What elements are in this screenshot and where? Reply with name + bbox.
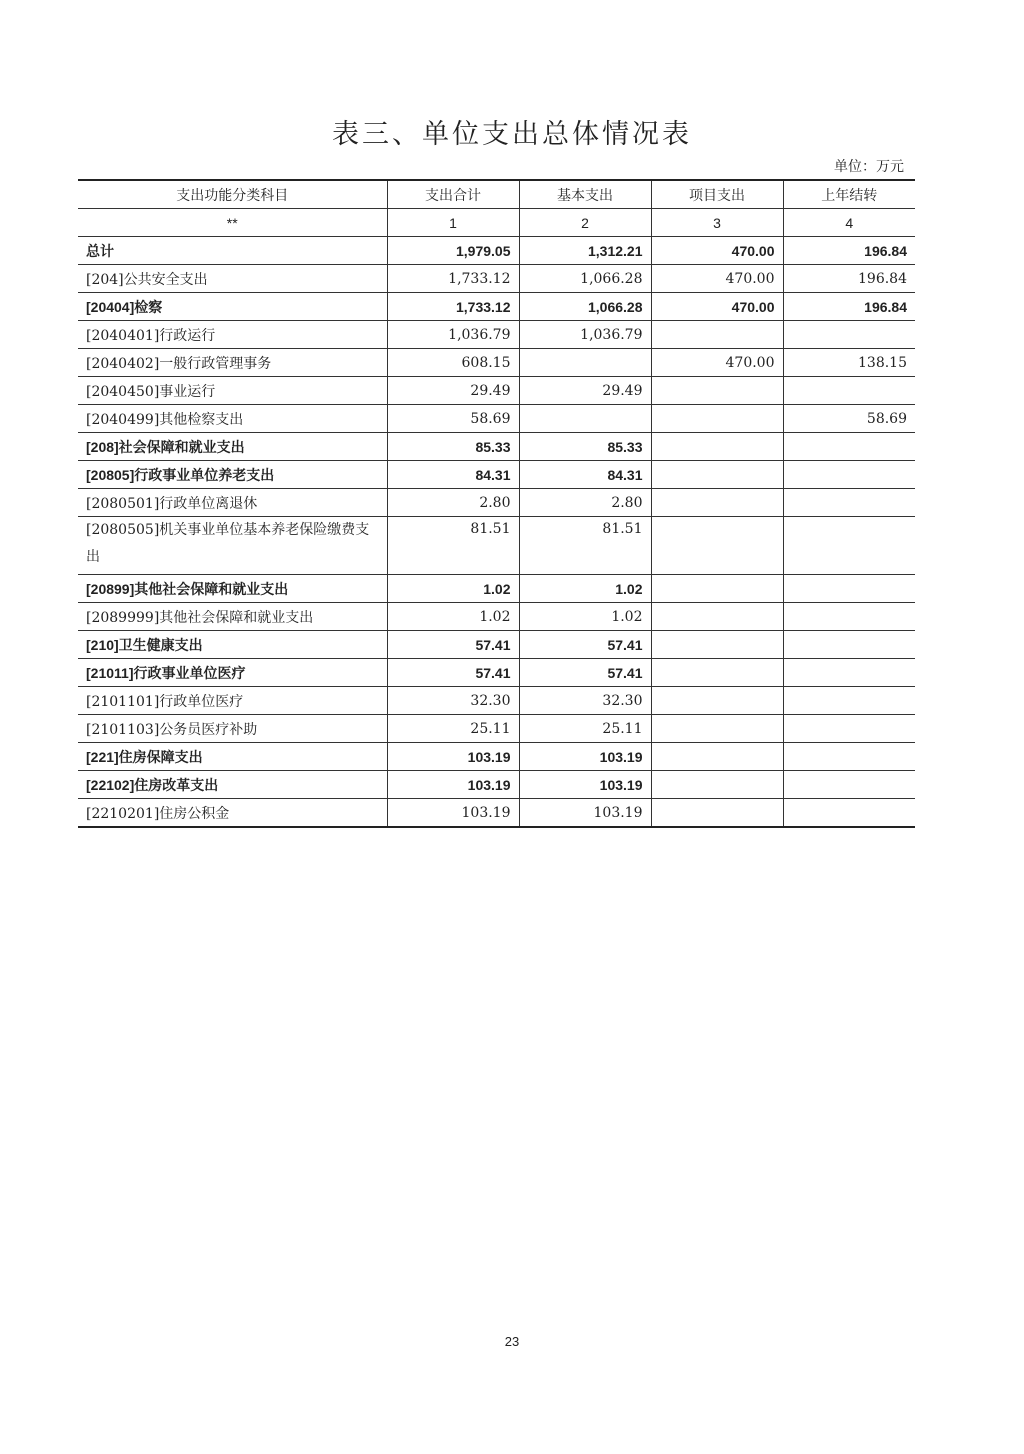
row-project-cell bbox=[651, 433, 783, 461]
row-project-cell bbox=[651, 603, 783, 631]
row-project-cell bbox=[651, 799, 783, 828]
row-category-cell: [22102]住房改革支出 bbox=[78, 771, 387, 799]
row-basic-cell: 1,066.28 bbox=[519, 265, 651, 293]
table-row bbox=[78, 659, 915, 687]
row-total-cell: 1,979.05 bbox=[387, 237, 519, 265]
table-row bbox=[78, 433, 915, 461]
row-total-cell: 57.41 bbox=[387, 631, 519, 659]
row-carryover-cell bbox=[783, 771, 915, 799]
index-project: 3 bbox=[651, 209, 783, 237]
page-number: 23 bbox=[504, 1334, 520, 1349]
table-row bbox=[78, 799, 915, 828]
row-basic-cell: 103.19 bbox=[519, 771, 651, 799]
row-total-cell: 32.30 bbox=[387, 687, 519, 715]
row-category-cell: 总计 bbox=[78, 237, 387, 265]
row-category-cell: [2040402]一般行政管理事务 bbox=[78, 349, 387, 377]
row-total-cell: 103.19 bbox=[387, 743, 519, 771]
table-row bbox=[78, 743, 915, 771]
header-basic: 基本支出 bbox=[519, 180, 651, 209]
row-category-cell: [210]卫生健康支出 bbox=[78, 631, 387, 659]
row-basic-cell: 103.19 bbox=[519, 799, 651, 828]
row-project-cell bbox=[651, 575, 783, 603]
header-carryover: 上年结转 bbox=[783, 180, 915, 209]
index-basic: 2 bbox=[519, 209, 651, 237]
row-category-cell: [20805]行政事业单位养老支出 bbox=[78, 461, 387, 489]
row-category-cell: [2080501]行政单位离退休 bbox=[78, 489, 387, 517]
row-total-cell: 608.15 bbox=[387, 349, 519, 377]
row-total-cell: 1,036.79 bbox=[387, 321, 519, 349]
row-project-cell bbox=[651, 771, 783, 799]
header-category: 支出功能分类科目 bbox=[78, 180, 387, 209]
row-category-cell: [2040450]事业运行 bbox=[78, 377, 387, 405]
row-carryover-cell bbox=[783, 517, 915, 575]
row-basic-cell: 81.51 bbox=[519, 517, 651, 575]
row-category-cell: [20404]检察 bbox=[78, 293, 387, 321]
row-category-cell: [208]社会保障和就业支出 bbox=[78, 433, 387, 461]
index-total: 1 bbox=[387, 209, 519, 237]
row-category-cell: [2101103]公务员医疗补助 bbox=[78, 715, 387, 743]
row-carryover-cell: 138.15 bbox=[783, 349, 915, 377]
row-project-cell bbox=[651, 517, 783, 575]
row-total-cell: 81.51 bbox=[387, 517, 519, 575]
row-basic-cell bbox=[519, 405, 651, 433]
row-carryover-cell bbox=[783, 461, 915, 489]
table-row bbox=[78, 715, 915, 743]
index-category: ** bbox=[78, 209, 387, 237]
row-project-cell bbox=[651, 631, 783, 659]
row-basic-cell: 103.19 bbox=[519, 743, 651, 771]
row-carryover-cell bbox=[783, 715, 915, 743]
row-category-cell: [204]公共安全支出 bbox=[78, 265, 387, 293]
row-basic-cell: 1.02 bbox=[519, 575, 651, 603]
table-row bbox=[78, 349, 915, 377]
table-row bbox=[78, 687, 915, 715]
row-carryover-cell bbox=[783, 631, 915, 659]
page-title: 表三、单位支出总体情况表 bbox=[332, 119, 692, 150]
row-carryover-cell bbox=[783, 603, 915, 631]
table-row bbox=[78, 237, 915, 265]
row-project-cell bbox=[651, 489, 783, 517]
row-project-cell: 470.00 bbox=[651, 237, 783, 265]
row-category-cell: [2089999]其他社会保障和就业支出 bbox=[78, 603, 387, 631]
table-row bbox=[78, 575, 915, 603]
row-project-cell bbox=[651, 321, 783, 349]
row-basic-cell bbox=[519, 349, 651, 377]
row-category-cell: [221]住房保障支出 bbox=[78, 743, 387, 771]
row-carryover-cell bbox=[783, 489, 915, 517]
row-basic-cell: 84.31 bbox=[519, 461, 651, 489]
row-total-cell: 1.02 bbox=[387, 575, 519, 603]
row-project-cell bbox=[651, 743, 783, 771]
table-row bbox=[78, 771, 915, 799]
row-project-cell bbox=[651, 715, 783, 743]
row-carryover-cell bbox=[783, 321, 915, 349]
row-total-cell: 103.19 bbox=[387, 771, 519, 799]
row-basic-cell: 2.80 bbox=[519, 489, 651, 517]
expenditure-table bbox=[78, 179, 915, 828]
row-project-cell: 470.00 bbox=[651, 293, 783, 321]
row-total-cell: 1,733.12 bbox=[387, 265, 519, 293]
row-total-cell: 2.80 bbox=[387, 489, 519, 517]
row-project-cell bbox=[651, 461, 783, 489]
row-category-cell: [2101101]行政单位医疗 bbox=[78, 687, 387, 715]
row-basic-cell: 1.02 bbox=[519, 603, 651, 631]
table-row bbox=[78, 603, 915, 631]
row-project-cell: 470.00 bbox=[651, 349, 783, 377]
row-total-cell: 1,733.12 bbox=[387, 293, 519, 321]
index-carryover: 4 bbox=[783, 209, 915, 237]
table-row bbox=[78, 405, 915, 433]
row-category-cell: [20899]其他社会保障和就业支出 bbox=[78, 575, 387, 603]
table-row bbox=[78, 321, 915, 349]
row-project-cell bbox=[651, 405, 783, 433]
row-basic-cell: 85.33 bbox=[519, 433, 651, 461]
row-carryover-cell bbox=[783, 377, 915, 405]
row-category-cell: [21011]行政事业单位医疗 bbox=[78, 659, 387, 687]
row-basic-cell: 1,036.79 bbox=[519, 321, 651, 349]
row-category-cell: [2040401]行政运行 bbox=[78, 321, 387, 349]
row-total-cell: 103.19 bbox=[387, 799, 519, 828]
row-carryover-cell bbox=[783, 743, 915, 771]
row-total-cell: 58.69 bbox=[387, 405, 519, 433]
row-basic-cell: 1,312.21 bbox=[519, 237, 651, 265]
row-project-cell bbox=[651, 687, 783, 715]
row-category-cell: [2210201]住房公积金 bbox=[78, 799, 387, 828]
row-carryover-cell bbox=[783, 799, 915, 828]
row-carryover-cell bbox=[783, 575, 915, 603]
table-body bbox=[78, 237, 915, 828]
table-row bbox=[78, 377, 915, 405]
row-total-cell: 29.49 bbox=[387, 377, 519, 405]
row-category-cell: [2040499]其他检察支出 bbox=[78, 405, 387, 433]
row-total-cell: 84.31 bbox=[387, 461, 519, 489]
row-carryover-cell: 196.84 bbox=[783, 237, 915, 265]
row-carryover-cell bbox=[783, 687, 915, 715]
row-category-cell: [2080505]机关事业单位基本养老保险缴费支出 bbox=[78, 517, 387, 575]
row-carryover-cell: 58.69 bbox=[783, 405, 915, 433]
table-row bbox=[78, 265, 915, 293]
row-project-cell bbox=[651, 659, 783, 687]
row-carryover-cell: 196.84 bbox=[783, 265, 915, 293]
table-header-row bbox=[78, 180, 915, 209]
table-row bbox=[78, 517, 915, 575]
row-basic-cell: 32.30 bbox=[519, 687, 651, 715]
row-total-cell: 1.02 bbox=[387, 603, 519, 631]
table-row bbox=[78, 631, 915, 659]
row-total-cell: 85.33 bbox=[387, 433, 519, 461]
row-basic-cell: 29.49 bbox=[519, 377, 651, 405]
row-project-cell: 470.00 bbox=[651, 265, 783, 293]
table-index-row bbox=[78, 209, 915, 237]
row-carryover-cell bbox=[783, 659, 915, 687]
table-row bbox=[78, 293, 915, 321]
row-carryover-cell: 196.84 bbox=[783, 293, 915, 321]
row-total-cell: 25.11 bbox=[387, 715, 519, 743]
unit-label: 单位：万元 bbox=[834, 159, 904, 175]
row-project-cell bbox=[651, 377, 783, 405]
row-basic-cell: 57.41 bbox=[519, 631, 651, 659]
header-project: 项目支出 bbox=[651, 180, 783, 209]
table-row bbox=[78, 489, 915, 517]
row-carryover-cell bbox=[783, 433, 915, 461]
row-basic-cell: 57.41 bbox=[519, 659, 651, 687]
row-total-cell: 57.41 bbox=[387, 659, 519, 687]
row-basic-cell: 1,066.28 bbox=[519, 293, 651, 321]
row-basic-cell: 25.11 bbox=[519, 715, 651, 743]
header-total: 支出合计 bbox=[387, 180, 519, 209]
table-row bbox=[78, 461, 915, 489]
